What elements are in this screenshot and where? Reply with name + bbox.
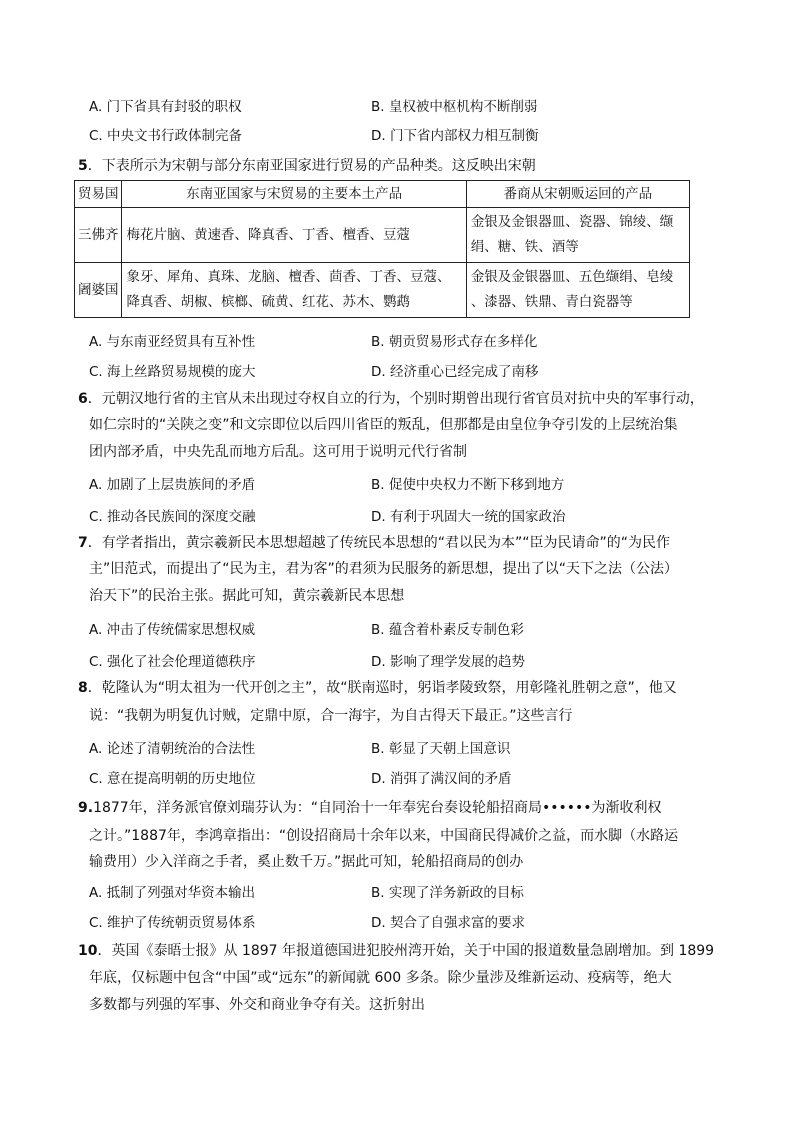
q5-stem xyxy=(78,155,536,175)
cell-line: 降真香、胡椒、槟榔、硫黄、红花、苏木、鹦鹉 xyxy=(126,294,410,310)
q5-options-row-1 xyxy=(89,330,729,352)
q6-stem-line-3: 团内部矛盾，中央先乱而地方后乱。这可用于说明元代行省制 xyxy=(89,444,467,460)
q9-stem-line-2: 之计。”1887年，李鸿章指出：“创设招商局十余年以来，中国商民得减价之益，而水脚（水路运 xyxy=(89,828,679,844)
q6-option-b[interactable]: B. 促使中央权力不断下移到地方 xyxy=(371,477,565,493)
local-products-cell xyxy=(122,208,466,263)
q8-text: ．乾隆认为“明太祖为一代开创之主”，故“朕南巡时，躬诣孝陵致祭，用彰隆礼胜朝之意”，他又 xyxy=(87,680,677,696)
header-return-products: 番商从宋朝贩运回的产品 xyxy=(466,181,689,208)
q6-option-c[interactable]: C. 推动各民族间的深度交融 xyxy=(89,509,256,525)
q6-text: ．元朝汉地行省的主官从未出现过夺权自立的行为，个别时期曾出现行省官员对抗中央的军事行动， xyxy=(87,391,704,407)
q9-options-row-2 xyxy=(89,911,729,933)
cell-line: 、漆器、铁鼎、青白瓷器等 xyxy=(470,294,633,310)
q8-option-b[interactable]: B. 彰显了天朝上国意识 xyxy=(371,741,511,757)
q7-stem-line-3: 治天下”的民治主张。据此可知，黄宗羲新民本思想 xyxy=(89,588,405,604)
q5-trade-table xyxy=(74,180,690,318)
q10-stem-line-3: 多数都与列强的军事、外交和商业争夺有关。这折射出 xyxy=(89,997,425,1013)
q6-option-d[interactable]: D. 有利于巩固大一统的国家政治 xyxy=(371,509,566,525)
q9-option-a[interactable]: A. 抵制了列强对华资本输出 xyxy=(89,885,256,901)
q9-stem-line-3: 输费用）少入洋商之手者，奚止数千万。”据此可知，轮船招商局的创办 xyxy=(89,854,524,870)
q7-options-row-1 xyxy=(89,618,729,640)
q8-option-d[interactable]: D. 消弭了满汉间的矛盾 xyxy=(371,771,512,787)
q7-options-row-2 xyxy=(89,650,729,672)
local-products-cell xyxy=(122,263,466,318)
q10-stem-line-2: 年底，仅标题中包含“中国”或“远东”的新闻就 600 多条。除少量涉及维新运动、疫病等，绝大 xyxy=(89,970,672,986)
q9-text: 1877年，洋务派官僚刘瑞芬认为：“自同治十一年奉宪台奏设轮船招商局••••••为渐收利权 xyxy=(93,800,662,816)
q8-stem-line-1 xyxy=(78,677,677,697)
q6-number: 6 xyxy=(78,391,88,407)
q8-options-row-2 xyxy=(89,767,729,789)
country-cell: 阇婆国 xyxy=(75,263,122,318)
q5-option-d[interactable]: D. 经济重心已经完成了南移 xyxy=(371,364,539,380)
q7-option-d[interactable]: D. 影响了理学发展的趋势 xyxy=(371,654,525,670)
header-country: 贸易国 xyxy=(75,181,122,208)
q9-number: 9. xyxy=(78,800,94,816)
country-cell: 三佛齐 xyxy=(75,208,122,263)
cell-line: 梅花片脑、黄速香、降真香、丁香、檀香、豆蔻 xyxy=(126,226,410,243)
q7-option-a[interactable]: A. 冲击了传统儒家思想权威 xyxy=(89,622,256,638)
q9-options-row-1 xyxy=(89,881,729,903)
q9-option-c[interactable]: C. 维护了传统朝贡贸易体系 xyxy=(89,915,256,931)
q10-number: 10 xyxy=(78,943,98,959)
q9-option-b[interactable]: B. 实现了洋务新政的目标 xyxy=(371,885,524,901)
cell-line: 金银及金银器皿、瓷器、锦绫、缬 xyxy=(470,214,674,230)
q7-text: ．有学者指出，黄宗羲新民本思想超越了传统民本思想的“君以民为本”“臣为民请命”的“为民作 xyxy=(87,535,671,551)
q5-option-b[interactable]: B. 朝贡贸易形式存在多样化 xyxy=(371,334,538,350)
q6-stem-line-2: 如仁宗时的“关陕之变”和文宗即位以后四川省臣的叛乱，但那都是由皇位争夺引发的上层统治集 xyxy=(89,417,678,433)
q6-options-row-2 xyxy=(89,505,729,527)
q5-option-c[interactable]: C. 海上丝路贸易规模的庞大 xyxy=(89,364,256,380)
q8-option-a[interactable]: A. 论述了清朝统治的合法性 xyxy=(89,741,256,757)
q8-number: 8 xyxy=(78,680,88,696)
q9-option-d[interactable]: D. 契合了自强求富的要求 xyxy=(371,915,525,931)
q9-stem-line-1 xyxy=(78,797,662,817)
q5-stem-text: ．下表所示为宋朝与部分东南亚国家进行贸易的产品种类。这反映出宋朝 xyxy=(87,158,536,174)
q8-stem-line-2: 说：“我朝为明复仇讨贼，定鼎中原，合一海宇，为自古得天下最正。”这些言行 xyxy=(89,708,573,724)
q8-options-row-1 xyxy=(89,737,729,759)
q7-stem-line-2: 主”旧范式，而提出了“民为主，君为客”的君须为民服务的新思想，提出了以“天下之法（公法） xyxy=(89,561,679,577)
q4-option-a[interactable]: A. 门下省具有封驳的职权 xyxy=(89,99,242,115)
cell-line: 金银及金银器皿、五色缬绢、皂绫 xyxy=(470,269,674,285)
q7-option-b[interactable]: B. 蕴含着朴素反专制色彩 xyxy=(371,622,524,638)
q10-text: ．英国《泰晤士报》从 1897 年报道德国进犯胶州湾开始，关于中国的报道数量急剧增加。到 1899 xyxy=(97,943,715,959)
q6-stem-line-1 xyxy=(78,388,704,408)
header-local-products: 东南亚国家与宋贸易的主要本土产品 xyxy=(122,181,466,208)
cell-line: 象牙、犀角、真珠、龙脑、檀香、茴香、丁香、豆蔻、 xyxy=(126,269,451,285)
q7-stem-line-1 xyxy=(78,532,670,552)
q7-option-c[interactable]: C. 强化了社会伦理道德秩序 xyxy=(89,654,256,670)
return-products-cell xyxy=(466,263,689,318)
q10-stem-line-1 xyxy=(78,940,714,960)
q4-option-b[interactable]: B. 皇权被中枢机构不断削弱 xyxy=(371,99,538,115)
cell-line: 绢、糖、铁、酒等 xyxy=(470,239,579,255)
q4-option-c[interactable]: C. 中央文书行政体制完备 xyxy=(89,128,243,144)
q7-number: 7 xyxy=(78,535,88,551)
q5-option-a[interactable]: A. 与东南亚经贸具有互补性 xyxy=(89,334,256,350)
q5-number: 5 xyxy=(78,158,88,174)
table-header-row xyxy=(75,181,690,208)
q5-options-row-2 xyxy=(89,360,729,382)
q6-option-a[interactable]: A. 加剧了上层贵族间的矛盾 xyxy=(89,477,256,493)
q4-options-row-2 xyxy=(89,124,729,146)
table-row xyxy=(75,208,690,263)
table-row xyxy=(75,263,690,318)
q6-options-row-1 xyxy=(89,473,729,495)
return-products-cell xyxy=(466,208,689,263)
q8-option-c[interactable]: C. 意在提高明朝的历史地位 xyxy=(89,771,256,787)
q4-option-d[interactable]: D. 门下省内部权力相互制衡 xyxy=(371,128,539,144)
q4-options-row-1 xyxy=(89,95,729,117)
